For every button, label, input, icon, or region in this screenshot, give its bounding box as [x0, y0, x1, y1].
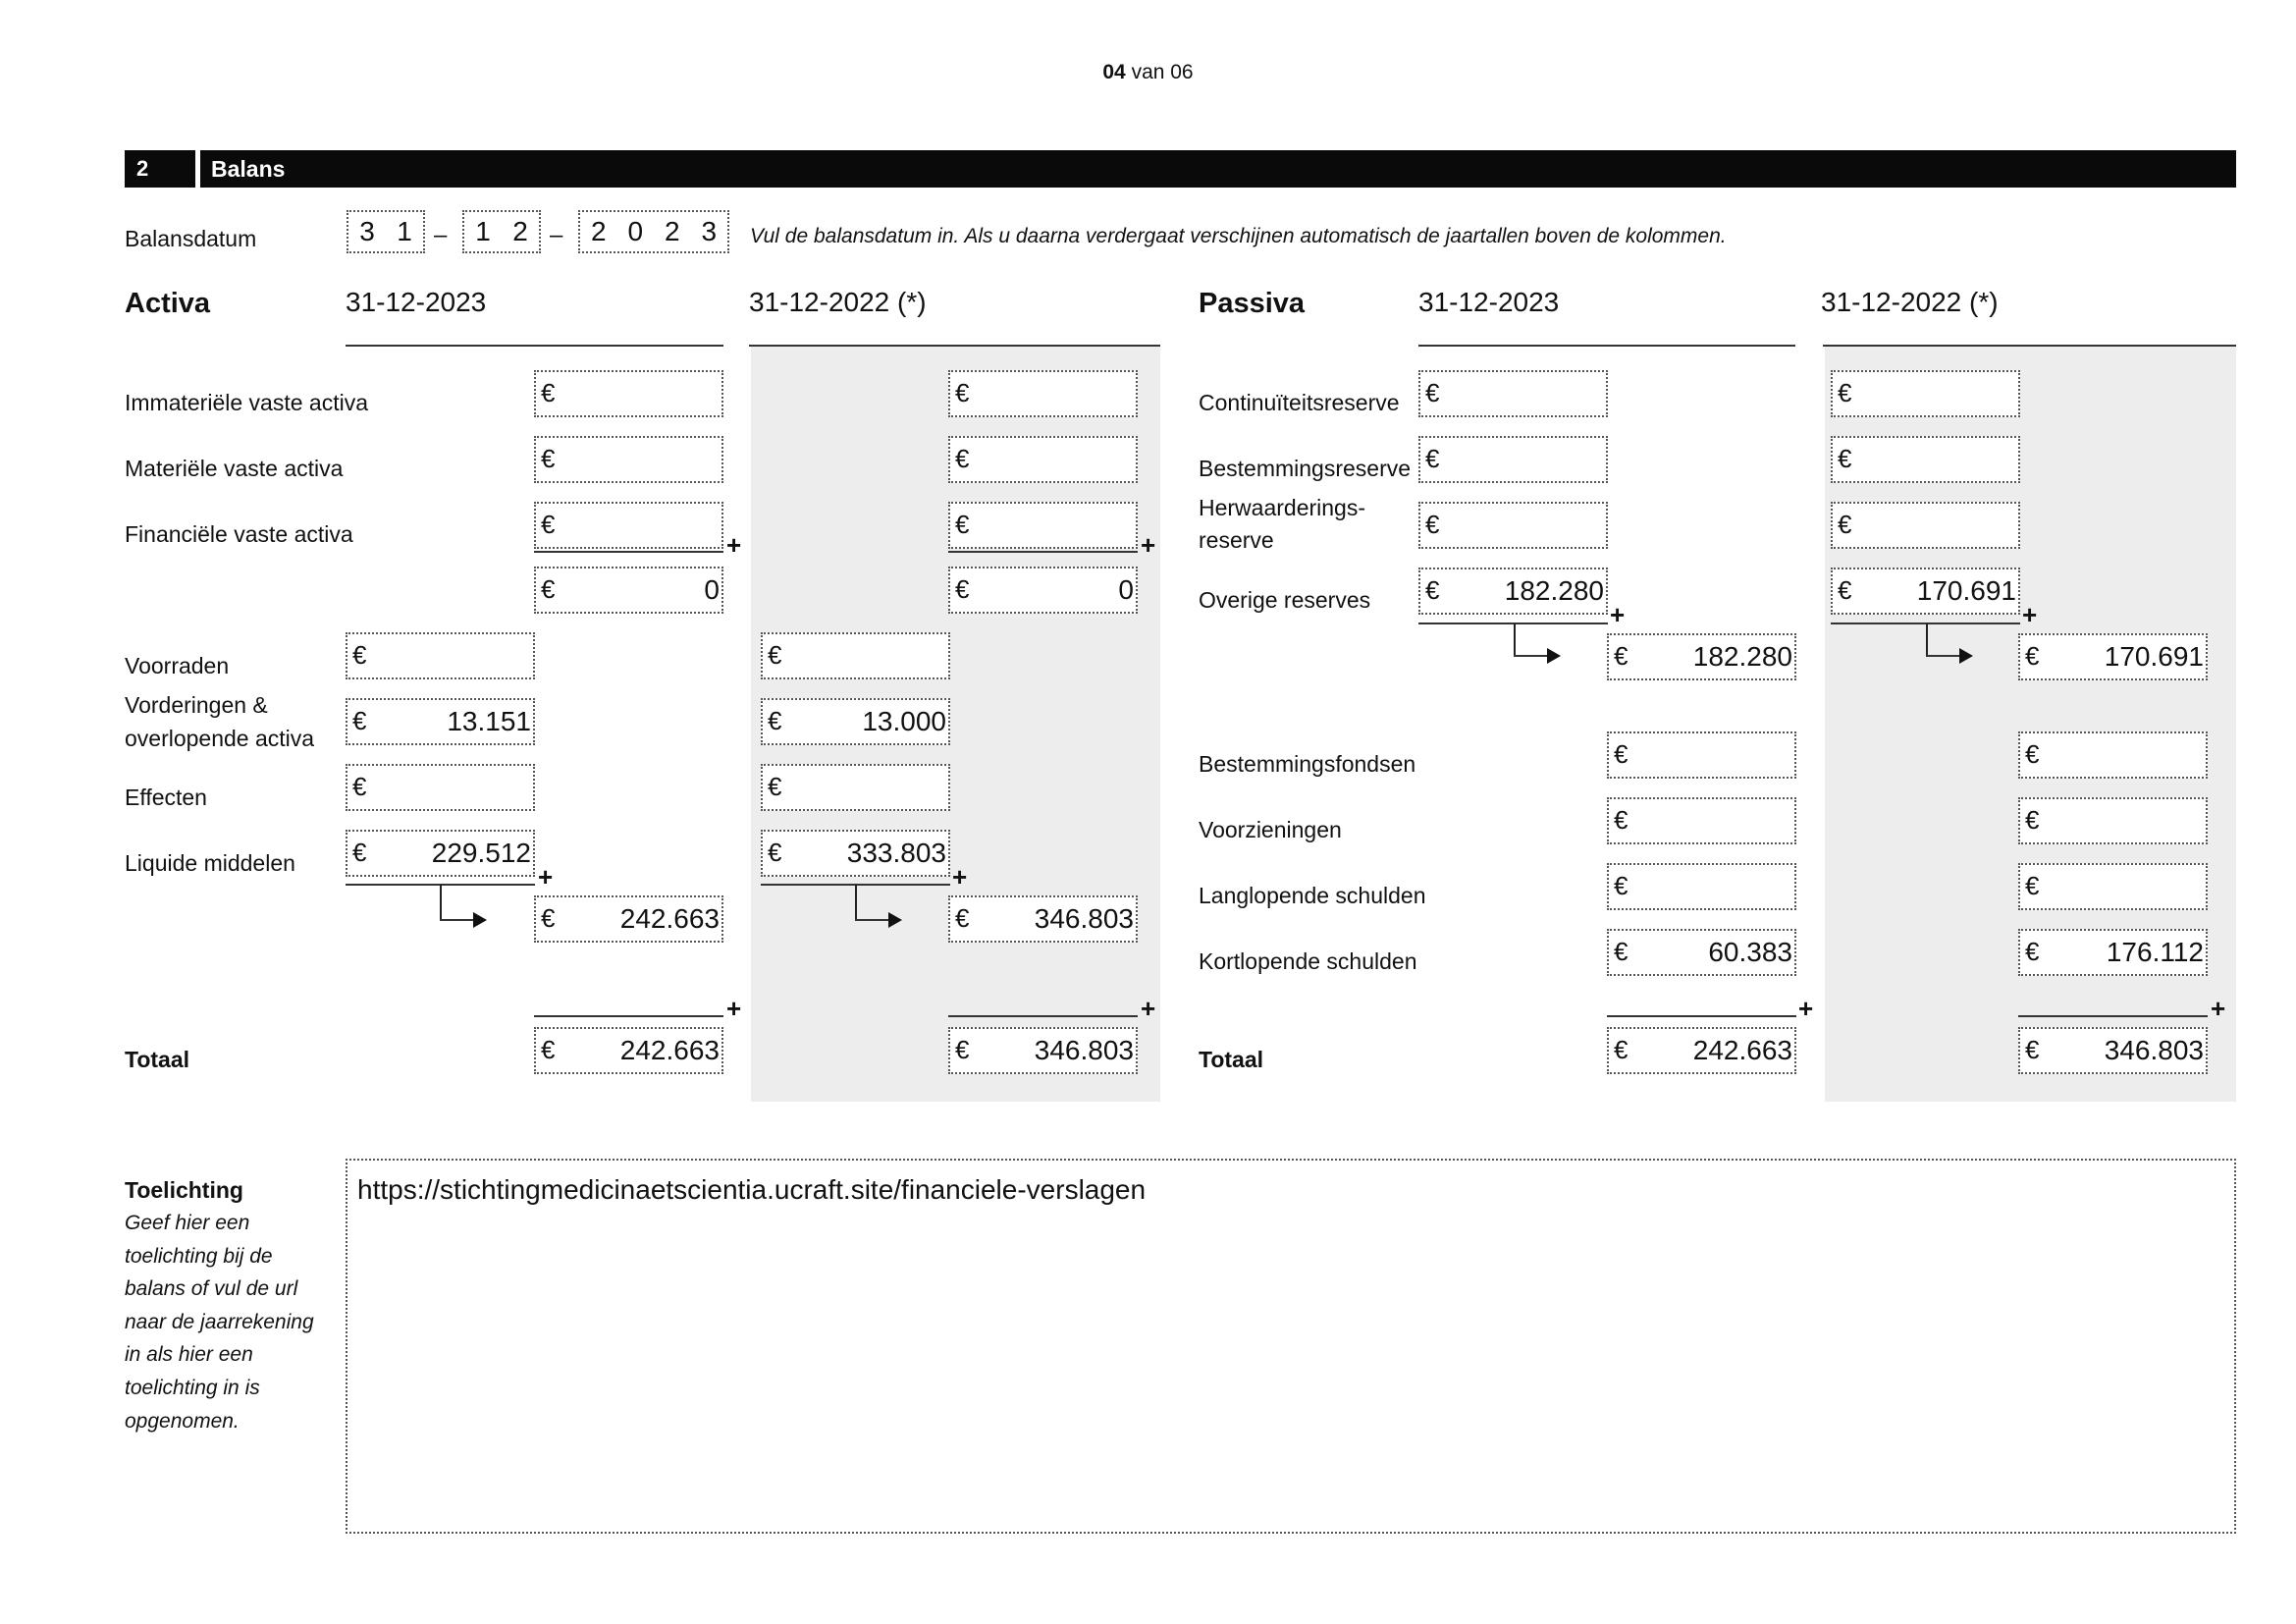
amount-field[interactable] [948, 502, 1138, 549]
euro-sign: € [1838, 510, 1852, 539]
amount-field[interactable] [2018, 797, 2208, 844]
passiva-row-label: Voorzieningen [1199, 817, 1342, 842]
date-separator: – [434, 222, 448, 248]
euro-sign: € [1614, 1035, 1629, 1064]
euro-sign: € [1425, 378, 1440, 407]
amount-field[interactable] [346, 698, 535, 745]
passiva-row-label: Overige reserves [1199, 587, 1371, 613]
sum-line [948, 551, 1138, 553]
amount-field[interactable] [761, 764, 950, 811]
activa-row-label: Materiële vaste activa [125, 456, 344, 481]
arrow-line [440, 919, 475, 921]
subtotal-field [2018, 633, 2208, 680]
section-title: Balans [211, 156, 286, 182]
activa-title: Activa [125, 288, 211, 319]
subtotal-field [948, 567, 1138, 614]
amount-value: 182.280 [1692, 641, 1792, 672]
activa-row-label: Voorraden [125, 653, 230, 678]
arrow-line [1514, 655, 1549, 657]
arrow-line [855, 885, 857, 921]
passiva-col-current: 31-12-2023 [1418, 287, 1560, 317]
plus-sign: + [1141, 994, 1156, 1023]
amount-field[interactable] [1831, 568, 2020, 615]
header-underline [1823, 345, 2236, 347]
amount-value: 242.663 [619, 1035, 720, 1065]
euro-sign: € [1838, 575, 1852, 605]
year-digit: 2 [664, 216, 680, 246]
euro-sign: € [1425, 510, 1440, 539]
arrow-line [1514, 623, 1516, 657]
amount-field[interactable] [346, 764, 535, 811]
day-digit: 1 [397, 216, 412, 246]
explanation-line: in als hier een [125, 1343, 253, 1367]
amount-field[interactable] [1418, 502, 1608, 549]
toelichting-textarea[interactable] [346, 1159, 2236, 1534]
euro-sign: € [1614, 937, 1629, 966]
total-field [534, 1027, 723, 1074]
passiva-row-label: Bestemmingsreserve [1199, 456, 1412, 481]
amount-field[interactable] [1607, 929, 1796, 976]
activa-col-prior: 31-12-2022 (*) [749, 287, 927, 317]
balansdatum-year-input[interactable] [578, 210, 729, 253]
plus-sign: + [726, 530, 742, 560]
amount-field[interactable] [761, 632, 950, 679]
passiva-title: Passiva [1199, 288, 1306, 319]
textarea-line-gap [347, 1208, 2234, 1225]
passiva-col-prior: 31-12-2022 (*) [1821, 287, 1999, 317]
euro-sign: € [541, 903, 556, 933]
subtotal-field [948, 895, 1138, 943]
euro-sign: € [1838, 378, 1852, 407]
explanation-line: Geef hier een [125, 1212, 250, 1234]
arrow-line [440, 885, 442, 921]
plus-sign: + [2211, 994, 2226, 1023]
explanation-line: opgenomen. [125, 1409, 240, 1433]
amount-field[interactable] [534, 502, 723, 549]
year-digit: 0 [627, 216, 644, 246]
euro-sign: € [955, 510, 970, 539]
euro-sign: € [541, 444, 556, 473]
euro-sign: € [352, 772, 367, 801]
amount-value: 0 [704, 574, 720, 605]
activa-total-label: Totaal [125, 1047, 190, 1072]
textarea-line-gap [347, 1405, 2234, 1423]
amount-value: 333.803 [846, 838, 946, 868]
subtotal-field [534, 895, 723, 943]
plus-sign: + [1798, 994, 1814, 1023]
amount-field[interactable] [761, 830, 950, 877]
plus-sign: + [1610, 600, 1626, 629]
passiva-total-label: Totaal [1199, 1047, 1264, 1072]
date-separator: – [550, 222, 563, 248]
plus-sign: + [1141, 530, 1156, 560]
header-underline [346, 345, 723, 347]
month-digit: 2 [512, 216, 528, 246]
euro-sign: € [955, 1035, 970, 1064]
header-underline [749, 345, 1160, 347]
amount-value: 346.803 [1034, 1035, 1134, 1065]
amount-field[interactable] [1418, 568, 1608, 615]
amount-value: 170.691 [2104, 641, 2204, 672]
activa-row-label: Liquide middelen [125, 850, 295, 876]
amount-field[interactable] [761, 698, 950, 745]
euro-sign: € [1614, 871, 1629, 900]
subtotal-field [534, 567, 723, 614]
amount-value: 346.803 [1034, 903, 1134, 934]
euro-sign: € [352, 706, 367, 735]
arrow-right-icon [1959, 648, 1973, 664]
total-field [2018, 1027, 2208, 1074]
euro-sign: € [955, 444, 970, 473]
activa-row-label: Immateriële vaste activa [125, 390, 368, 415]
toelichting-label: Toelichting [125, 1177, 243, 1203]
amount-field[interactable] [1607, 863, 1796, 910]
sum-line [1607, 1015, 1796, 1017]
section-divider [195, 150, 200, 188]
amount-field[interactable] [346, 830, 535, 877]
euro-sign: € [541, 378, 556, 407]
passiva-row-label: Kortlopende schulden [1199, 948, 1417, 974]
explanation-line: balans of vul de url [125, 1277, 298, 1301]
amount-value: 242.663 [1692, 1035, 1792, 1065]
textarea-line-gap [347, 1471, 2234, 1489]
euro-sign: € [1614, 739, 1629, 769]
arrow-right-icon [1547, 648, 1561, 664]
amount-field[interactable] [948, 436, 1138, 483]
balansdatum-month-input[interactable] [462, 210, 541, 253]
subtotal-field [1607, 633, 1796, 680]
sum-line [534, 1015, 723, 1017]
amount-field[interactable] [1831, 502, 2020, 549]
amount-field[interactable] [1831, 370, 2020, 417]
amount-value: 0 [1118, 574, 1134, 605]
plus-sign: + [952, 862, 968, 892]
passiva-row-label: Bestemmingsfondsen [1199, 751, 1416, 777]
amount-value: 346.803 [2104, 1035, 2204, 1065]
euro-sign: € [352, 838, 367, 867]
euro-sign: € [541, 510, 556, 539]
page-total: van 06 [1131, 61, 1194, 83]
year-digit: 3 [701, 216, 718, 246]
passiva-row-label: Herwaarderings- [1199, 495, 1366, 520]
passiva-row-label: Continuïteitsreserve [1199, 390, 1400, 415]
euro-sign: € [541, 574, 556, 604]
amount-value: 13.151 [447, 706, 531, 736]
amount-value: 182.280 [1504, 575, 1604, 606]
balansdatum-label: Balansdatum [125, 226, 257, 251]
euro-sign: € [541, 1035, 556, 1064]
euro-sign: € [1838, 444, 1852, 473]
amount-field[interactable] [948, 370, 1138, 417]
amount-field[interactable] [534, 370, 723, 417]
amount-value: 170.691 [1916, 575, 2016, 606]
header-underline [1418, 345, 1795, 347]
section-number: 2 [136, 156, 149, 181]
amount-field[interactable] [534, 436, 723, 483]
euro-sign: € [1425, 444, 1440, 473]
amount-field[interactable] [2018, 929, 2208, 976]
month-digit: 1 [475, 216, 491, 246]
toelichting-explanation [125, 1207, 331, 1437]
arrow-right-icon [473, 912, 487, 928]
plus-sign: + [2022, 600, 2038, 629]
amount-field[interactable] [1831, 436, 2020, 483]
textarea-line-gap [347, 1273, 2234, 1291]
euro-sign: € [2025, 937, 2040, 966]
amount-field[interactable] [2018, 731, 2208, 779]
passiva-row-label: Langlopende schulden [1199, 883, 1426, 908]
amount-value: 60.383 [1708, 937, 1792, 967]
sum-line [948, 1015, 1138, 1017]
euro-sign: € [1425, 575, 1440, 605]
balansdatum-instruction: Vul de balansdatum in. Als u daarna verdergaat verschijnen automatisch de jaartallen boven de kolommen. [750, 225, 1727, 247]
textarea-line-gap [347, 1339, 2234, 1357]
euro-sign: € [2025, 871, 2040, 900]
page-number [0, 61, 2296, 84]
amount-field[interactable] [1607, 797, 1796, 844]
euro-sign: € [2025, 641, 2040, 671]
sum-line [2018, 1015, 2208, 1017]
euro-sign: € [352, 640, 367, 670]
total-field [1607, 1027, 1796, 1074]
explanation-line: naar de jaarrekening [125, 1310, 314, 1333]
amount-value: 242.663 [619, 903, 720, 934]
amount-field[interactable] [1418, 370, 1608, 417]
euro-sign: € [768, 706, 782, 735]
plus-sign: + [726, 994, 742, 1023]
amount-field[interactable] [346, 632, 535, 679]
euro-sign: € [768, 640, 782, 670]
arrow-line [1926, 623, 1928, 657]
page-current: 04 [1102, 61, 1126, 83]
toelichting-value: https://stichtingmedicinaetscientia.ucraft.site/financiele-verslagen [357, 1174, 1147, 1205]
explanation-line: toelichting bij de [125, 1244, 273, 1268]
arrow-right-icon [888, 912, 902, 928]
arrow-line [855, 919, 890, 921]
euro-sign: € [1614, 641, 1629, 671]
activa-row-label: Financiële vaste activa [125, 521, 353, 547]
amount-value: 229.512 [431, 838, 531, 868]
activa-row-label: Effecten [125, 785, 207, 810]
euro-sign: € [955, 378, 970, 407]
activa-col-current: 31-12-2023 [346, 287, 487, 317]
day-digit: 3 [359, 216, 375, 246]
section-header [125, 150, 2236, 188]
amount-field[interactable] [2018, 863, 2208, 910]
euro-sign: € [955, 574, 970, 604]
arrow-line [1926, 655, 1961, 657]
passiva-row-label: reserve [1199, 527, 1274, 553]
total-field [948, 1027, 1138, 1074]
year-digit: 2 [590, 216, 607, 246]
amount-field[interactable] [1607, 731, 1796, 779]
amount-field[interactable] [1418, 436, 1608, 483]
activa-row-label: Vorderingen & overlopende activa [125, 692, 315, 751]
euro-sign: € [2025, 739, 2040, 769]
euro-sign: € [768, 772, 782, 801]
euro-sign: € [2025, 1035, 2040, 1064]
amount-value: 176.112 [2106, 937, 2204, 967]
plus-sign: + [538, 862, 554, 892]
euro-sign: € [1614, 805, 1629, 835]
balansdatum-day-input[interactable] [347, 210, 425, 253]
explanation-line: toelichting in is [125, 1376, 260, 1399]
euro-sign: € [955, 903, 970, 933]
euro-sign: € [2025, 805, 2040, 835]
amount-value: 13.000 [862, 706, 946, 736]
euro-sign: € [768, 838, 782, 867]
sum-line [534, 551, 723, 553]
